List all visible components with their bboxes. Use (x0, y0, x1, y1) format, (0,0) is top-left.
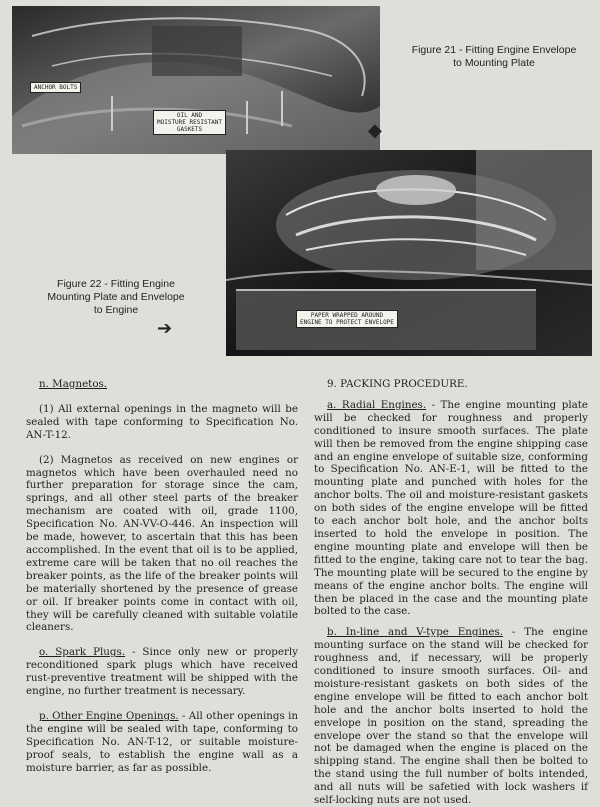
section-n-heading: n. Magnetos. (39, 378, 108, 390)
figure-21-caption-line1: Figure 21 - Fitting Engine Envelope (411, 44, 577, 56)
section-9-heading: 9. PACKING PROCEDURE. (327, 378, 468, 390)
paragraph-n1: (1) All external openings in the magneto will be sealed with tape conforming to Specification No. AN-T-12. (26, 402, 298, 441)
gaskets-label: OIL AND MOISTURE RESISTANT GASKETS (153, 110, 226, 135)
radial-engines-heading: a. Radial Engines. (327, 398, 427, 411)
figure-22-photo (226, 150, 592, 356)
figure-22-pointer-icon: ➔ (157, 318, 173, 339)
figure-22-caption-line2: Mounting Plate and Envelope (47, 291, 185, 303)
figure-22-caption-line1: Figure 22 - Fitting Engine (57, 278, 175, 290)
anchor-bolts-label: ANCHOR BOLTS (30, 82, 81, 93)
left-column (26, 378, 298, 774)
figure-22-caption (28, 278, 204, 317)
figure-22-caption-line3: to Engine (93, 304, 139, 316)
paragraph-o: o. Spark Plugs. - Since only new or properly reconditioned spark plugs which have received rust-preventive treatment will be shipped with the engine, no further treatment is necessary. (26, 646, 298, 698)
paper-wrapped-label: PAPER WRAPPED AROUND ENGINE TO PROTECT ENVELOPE (296, 310, 398, 328)
paragraph-a: a. Radial Engines. - The engine mounting plate will be checked for roughness and properly conditioned to insure smooth surfaces. The plate will then be removed from the engine shipping case and an engine envelope of suitable size, conforming to Specification No. AN-E-1, will be fitted to the mounting plate and punched with holes for the anchor bolts. The oil and moisture-resistant gaskets on both sides of the engine envelope will be fitted to each anchor bolt hole, and the anchor bolts inserted to hold the envelope in position. The engine mounting plate and envelope will then be fitted to the engine, taking care not to tear the bag. The mounting plate will be secured to the engine by means of the engine anchor bolts. The engine will then be placed in the case and the mounting plate bolted to the case. (314, 398, 588, 618)
right-column (314, 378, 588, 807)
paragraph-b: b. In-line and V-type Engines. - The engine mounting surface on the stand will be checked for roughness and, if necessary, will be properly conditioned to insure smooth surfaces. Oil- and moisture-resistant gaskets on both sides of the engine envelope will be fitted to each anchor bolt hole and the anchor bolts inserted to hold the envelope in position on the stand, spreading the envelope over the stand so that the envelope will not be damaged when the engine is placed on the shipping stand. The engine shall then be bolted to the stand using the full number of bolts intended, and all nuts will be safetied with lock washers if self-locking nuts are not used. (314, 626, 589, 807)
figure-21-pointer-icon: ◆ (368, 120, 382, 141)
paragraph-n2: (2) Magnetos as received on new engines or magnetos which have been overhauled need no further preparation for storage since the cam, springs, and all other steel parts of the breaker mechanism are coated with oil, grade 1100, Specification No. AN-VV-O-446. An inspection will be made, however, to ascertain that this has been accomplished. In the event that oil is to be applied, extreme care will be taken that no oil reaches the breaker points, as the life of the breaker points will be materially shortened by the presence of grease or oil. If breaker points come in contact with oil, they will be carefully cleaned with suitable volatile cleaners. (26, 453, 298, 634)
figure-21-caption (394, 44, 594, 70)
figure-21-caption-line2: to Mounting Plate (453, 57, 535, 69)
spark-plugs-heading: o. Spark Plugs. (39, 646, 126, 659)
inline-engines-heading: b. In-line and V-type Engines. (327, 626, 504, 639)
other-openings-heading: p. Other Engine Openings. (39, 709, 179, 722)
paragraph-p: p. Other Engine Openings. - All other openings in the engine will be sealed with tape, conforming to Specification No. AN-T-12, or suitable moisture-proof seals, to establish the engine wall as a moisture barrier, as far as possible. (26, 709, 298, 774)
